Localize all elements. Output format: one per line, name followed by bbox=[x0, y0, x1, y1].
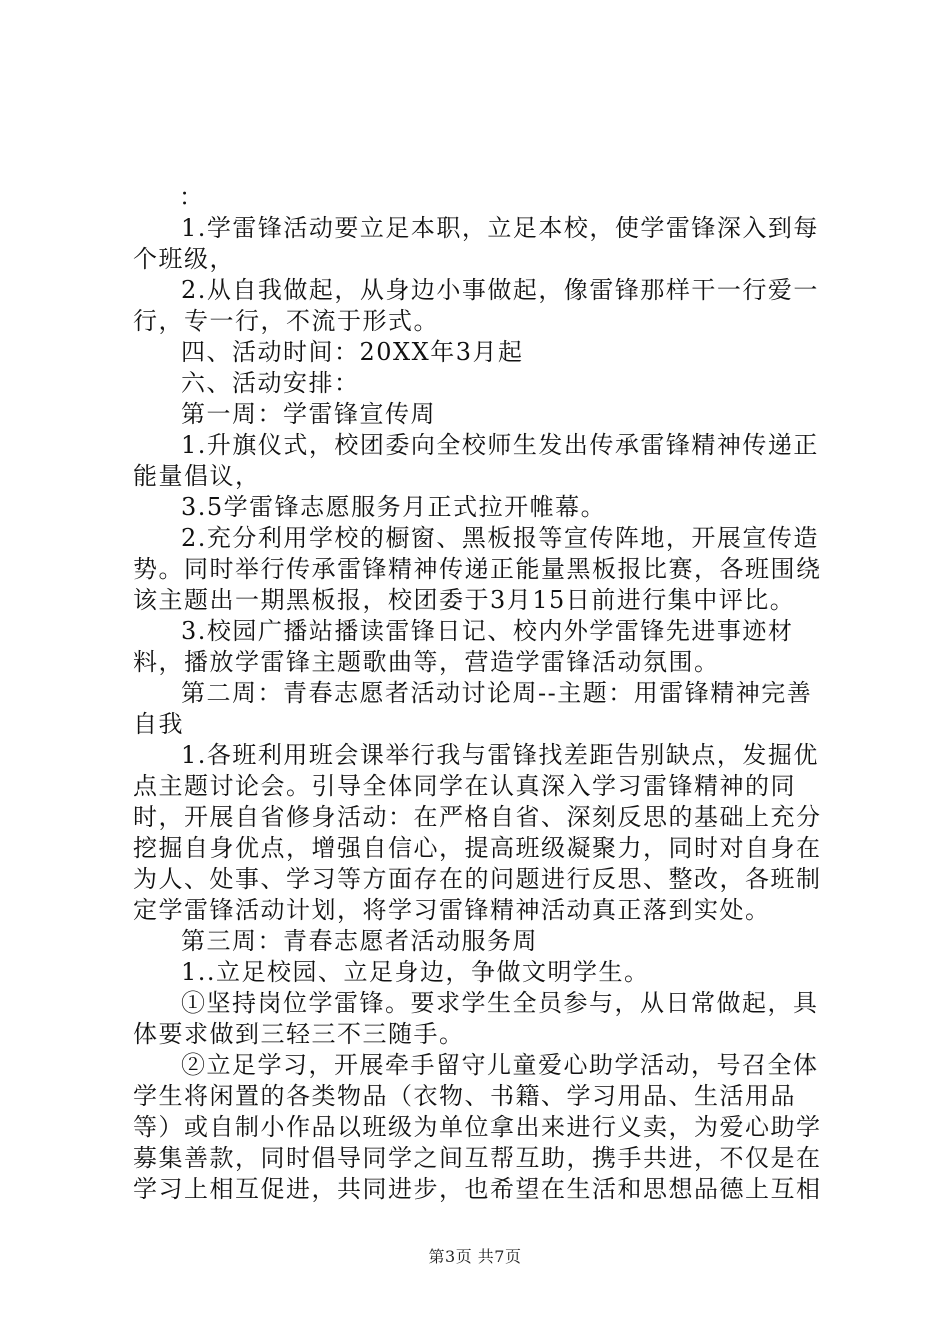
heading-week-two: 第二周：青春志愿者活动讨论周--主题：用雷锋精神完善自我 bbox=[133, 679, 813, 738]
heading-week-one: 第一周：学雷锋宣传周 bbox=[181, 400, 436, 428]
paragraph-activity-arrangement: 六、活动安排： bbox=[181, 369, 360, 397]
paragraph-campus: 1..立足校园、立足身边，争做文明学生。 bbox=[181, 958, 650, 986]
paragraph-charity-sale: ②立足学习，开展牵手留守儿童爱心助学活动，号召全体学生将闲置的各类物品（衣物、书籍、学习用品、生活用品等）或自制小作品以班级为单位拿出来进行义卖，为爱心助学募集善款，同时倡导同学之间互帮互助，携手共进，不仅是在学习上相互促进，共同进步，也希望在生活和思想品德上互相 bbox=[133, 1051, 822, 1203]
paragraph-publicity: 2.充分利用学校的橱窗、黑板报等宣传阵地，开展宣传造势。同时举行传承雷锋精神传递正能量黑板报比赛，各班围绕该主题出一期黑板报，校团委于3月15日前进行集中评比。 bbox=[133, 524, 822, 614]
paragraph-class-meeting: 1.各班利用班会课举行我与雷锋找差距告别缺点，发掘优点主题讨论会。引导全体同学在认真深入学习雷锋精神的同时，开展自省修身活动：在严格自省、深刻反思的基础上充分挖掘自身优点，增强自信心，提高班级凝聚力，同时对自身在为人、处事、学习等方面存在的问题进行反思、整改，各班制定学雷锋活动计划，将学习雷锋精神活动真正落到实处。 bbox=[133, 741, 822, 924]
paragraph-flag-ceremony: 1.升旗仪式，校团委向全校师生发出传承雷锋精神传递正能量倡议， bbox=[133, 431, 819, 490]
paragraph-volunteer-month: 3.5学雷锋志愿服务月正式拉开帷幕。 bbox=[181, 493, 607, 521]
paragraph-activity-time: 四、活动时间：20XX年3月起 bbox=[181, 338, 524, 366]
heading-week-three: 第三周：青春志愿者活动服务周 bbox=[181, 927, 538, 955]
paragraph-item-1: 1.学雷锋活动要立足本职，立足本校，使学雷锋深入到每个班级， bbox=[133, 214, 819, 273]
paragraph-broadcast: 3.校园广播站播读雷锋日记、校内外学雷锋先进事迹材料，播放学雷锋主题歌曲等，营造学雷锋活动氛围。 bbox=[133, 617, 794, 676]
paragraph-colon: ： bbox=[179, 183, 205, 211]
page-indicator: 第3页 共7页 bbox=[428, 1247, 522, 1266]
paragraph-post-learning: ①坚持岗位学雷锋。要求学生全员参与，从日常做起，具体要求做到三轻三不三随手。 bbox=[133, 989, 819, 1048]
paragraph-item-2: 2.从自我做起，从身边小事做起，像雷锋那样干一行爱一行，专一行，不流于形式。 bbox=[133, 276, 819, 335]
document-body bbox=[133, 182, 833, 1205]
